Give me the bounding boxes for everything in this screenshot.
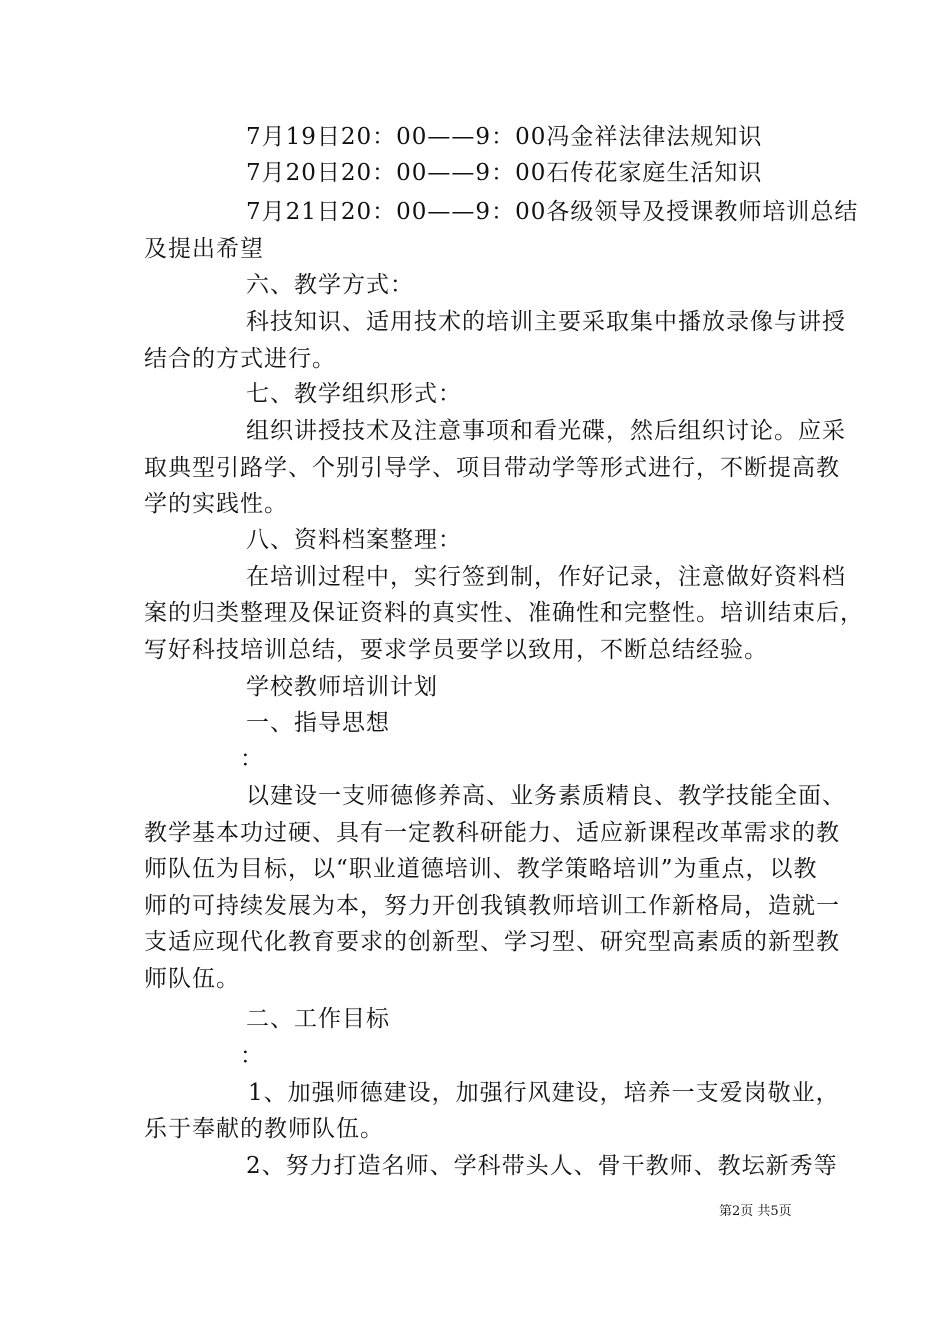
paragraph-line: 学的实践性。 — [144, 491, 288, 517]
list-item-goal-2: 2、努力打造名师、学科带头人、骨干教师、教坛新秀等 — [246, 1153, 838, 1179]
paragraph-line: 案的归类整理及保证资料的真实性、准确性和完整性。培训结束后， — [144, 600, 864, 626]
paragraph-line: 在培训过程中，实行签到制，作好记录，注意做好资料档 — [246, 564, 846, 590]
paragraph-line: 支适应现代化教育要求的创新型、学习型、研究型高素质的新型教 — [144, 929, 840, 955]
schedule-line-0720: 7月20日20：00——9：00石传花家庭生活知识 — [246, 160, 763, 186]
paragraph-line: 师队伍。 — [144, 966, 240, 992]
paragraph-line: 取典型引路学、个别引导学、项目带动学等形式进行，不断提高教 — [144, 455, 840, 481]
paragraph-line: 结合的方式进行。 — [144, 346, 336, 372]
colon-line: ： — [240, 1043, 264, 1069]
schedule-line-0721: 7月21日20：00——9：00各级领导及授课教师培训总结 — [246, 199, 859, 225]
paragraph-line: 师的可持续发展为本，努力开创我镇教师培训工作新格局，造就一 — [144, 893, 840, 919]
section-heading-guiding-thought: 一、指导思想 — [246, 710, 390, 736]
paragraph-line: 写好科技培训总结，要求学员要学以致用，不断总结经验。 — [144, 637, 768, 663]
paragraph-line: 师队伍为目标，以“职业道德培训、教学策略培训”为重点，以教 — [144, 856, 818, 882]
colon-line: ： — [240, 746, 264, 772]
section-heading-organization: 七、教学组织形式： — [246, 381, 462, 407]
paragraph-line: 及提出希望 — [144, 236, 264, 262]
paragraph-line: 组织讲授技术及注意事项和看光碟，然后组织讨论。应采 — [246, 418, 846, 444]
list-item-goal-1: 1、加强师德建设，加强行风建设，培养一支爱岗敬业， — [248, 1080, 840, 1106]
paragraph-line: 科技知识、适用技术的培训主要采取集中播放录像与讲授 — [246, 309, 846, 335]
paragraph-line: 以建设一支师德修养高、业务素质精良、教学技能全面、 — [246, 783, 846, 809]
section-heading-work-goals: 二、工作目标 — [246, 1006, 390, 1032]
page-number-footer: 第2页 共5页 — [719, 1204, 792, 1219]
paragraph-line: 教学基本功过硬、具有一定教科研能力、适应新课程改革需求的教 — [144, 820, 840, 846]
document-subtitle: 学校教师培训计划 — [246, 674, 438, 700]
schedule-line-0719: 7月19日20：00——9：00冯金祥法律法规知识 — [246, 124, 763, 150]
paragraph-line: 乐于奉献的教师队伍。 — [144, 1116, 384, 1142]
section-heading-archives: 八、资料档案整理： — [246, 527, 462, 553]
section-heading-teaching-method: 六、教学方式： — [246, 272, 414, 298]
